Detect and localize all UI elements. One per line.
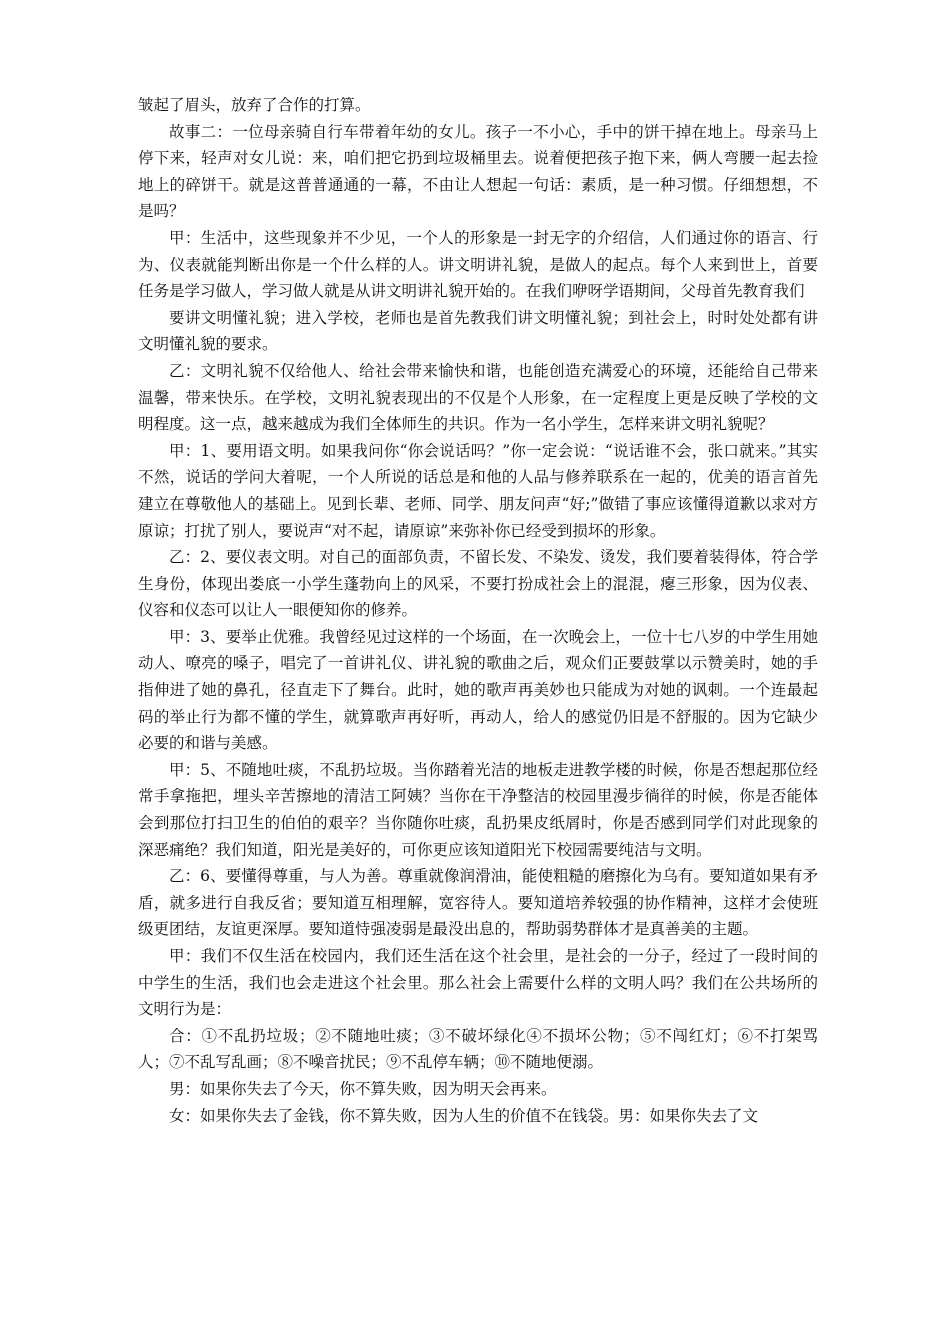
paragraph-continuation: 皱起了眉头，放弃了合作的打算。 [138, 96, 371, 114]
paragraph-point-1-speech: 甲：1、要用语文明。如果我问你“你会说话吗？”你一定会说：“说话谁不会，张口就来。”其实不然，说话的学问大着呢，一个人所说的话总是和他的人品与修养联系在一起的，优美的语言首先建立在尊敬他人的基础上。见到长辈、老师、同学、朋友问声“好;”做错了事应该懂得道歉以求对方原谅；打扰了别人，要说声“对不起，请原谅”来弥补你已经受到损坏的形象。 [138, 441, 818, 540]
paragraph-male-line: 男：如果你失去了今天，你不算失败，因为明天会再来。 [169, 1079, 557, 1098]
paragraph-female-line: 女：如果你失去了金钱，你不算失败，因为人生的价值不在钱袋。男：如果你失去了文 [169, 1106, 759, 1125]
paragraph-story-two: 故事二：一位母亲骑自行车带着年幼的女儿。孩子一不小心，手中的饼干掉在地上。母亲马上停下来，轻声对女儿说：来，咱们把它扔到垃圾桶里去。说着便把孩子抱下来，俩人弯腰一起去捡地上的碎饼干。就是这普普通通的一幕，不由让人想起一句话：素质，是一种习惯。仔细想想，不是吗？ [138, 122, 818, 221]
paragraph-point-5-litter: 甲：5、不随地吐痰，不乱扔垃圾。当你踏着光洁的地板走进教学楼的时候，你是否想起那位经常手拿拖把，埋头辛苦擦地的清洁工阿姨？当你在干净整洁的校园里漫步徜徉的时候，你是否能体会到那位打扫卫生的伯伯的艰辛？当你随你吐痰，乱扔果皮纸屑时，你是否感到同学们对此现象的深恶痛绝？我们知道，阳光是美好的，可你更应该知道阳光下校园需要纯洁与文明。 [138, 760, 818, 859]
paragraph-manners-everywhere: 要讲文明懂礼貌；进入学校，老师也是首先教我们讲文明懂礼貌；到社会上，时时处处都有讲文明懂礼貌的要求。 [138, 308, 818, 354]
paragraph-point-6-respect: 乙：6、要懂得尊重，与人为善。尊重就像润滑油，能使粗糙的磨擦化为乌有。要知道如果有矛盾，就多进行自我反省；要知道互相理解，宽容待人。要知道培养较强的协作精神，这样才会使班级更团结，友谊更深厚。要知道恃强凌弱是最没出息的，帮助弱势群体才是真善美的主题。 [138, 867, 818, 939]
paragraph-yi-civility: 乙：文明礼貌不仅给他人、给社会带来愉快和谐，也能创造充满爱心的环境，还能给自己带来温馨，带来快乐。在学校，文明礼貌表现出的不仅是个人形象，在一定程度上更是反映了学校的文明程度。这一点，越来越成为我们全体师生的共识。作为一名小学生，怎样来讲文明礼貌呢？ [138, 361, 818, 434]
paragraph-society: 甲：我们不仅生活在校园内，我们还生活在这个社会里，是社会的一分子，经过了一段时间的中学生的生活，我们也会走进这个社会里。那么社会上需要什么样的文明人吗？我们在公共场所的文明行为是： [138, 947, 818, 1019]
paragraph-point-3-behavior: 甲：3、要举止优雅。我曾经见过这样的一个场面，在一次晚会上，一位十七八岁的中学生用她动人、嘹亮的嗓子，唱完了一首讲礼仪、讲礼貌的歌曲之后，观众们正要鼓掌以示赞美时，她的手指伸进了她的鼻孔，径直走下了舞台。此时，她的歌声再美妙也只能成为对她的讽刺。一个连最起码的举止行为都不懂的学生，就算歌声再好听，再动人，给人的感觉仍旧是不舒服的。因为它缺少必要的和谐与美感。 [138, 627, 818, 753]
paragraph-public-rules: 合：①不乱扔垃圾；②不随地吐痰；③不破坏绿化④不损坏公物；⑤不闯红灯；⑥不打架骂人；⑦不乱写乱画；⑧不噪音扰民；⑨不乱停车辆；⑩不随地便溺。 [138, 1026, 818, 1072]
paragraph-point-2-appearance: 乙：2、要仪表文明。对自己的面部负责，不留长发、不染发、烫发，我们要着装得体，符合学生身份，体现出娄底一小学生蓬勃向上的风采，不要打扮成社会上的混混，瘪三形象，因为仪表、仪容和仪态可以让人一眼便知你的修养。 [138, 548, 818, 620]
document-page [138, 92, 818, 1129]
paragraph-jia-intro: 甲：生活中，这些现象并不少见，一个人的形象是一封无字的介绍信，人们通过你的语言、行为、仪表就能判断出你是一个什么样的人。讲文明讲礼貌，是做人的起点。每个人来到世上，首要任务是学习做人，学习做人就是从讲文明讲礼貌开始的。在我们咿呀学语期间，父母首先教育我们 [138, 228, 818, 301]
